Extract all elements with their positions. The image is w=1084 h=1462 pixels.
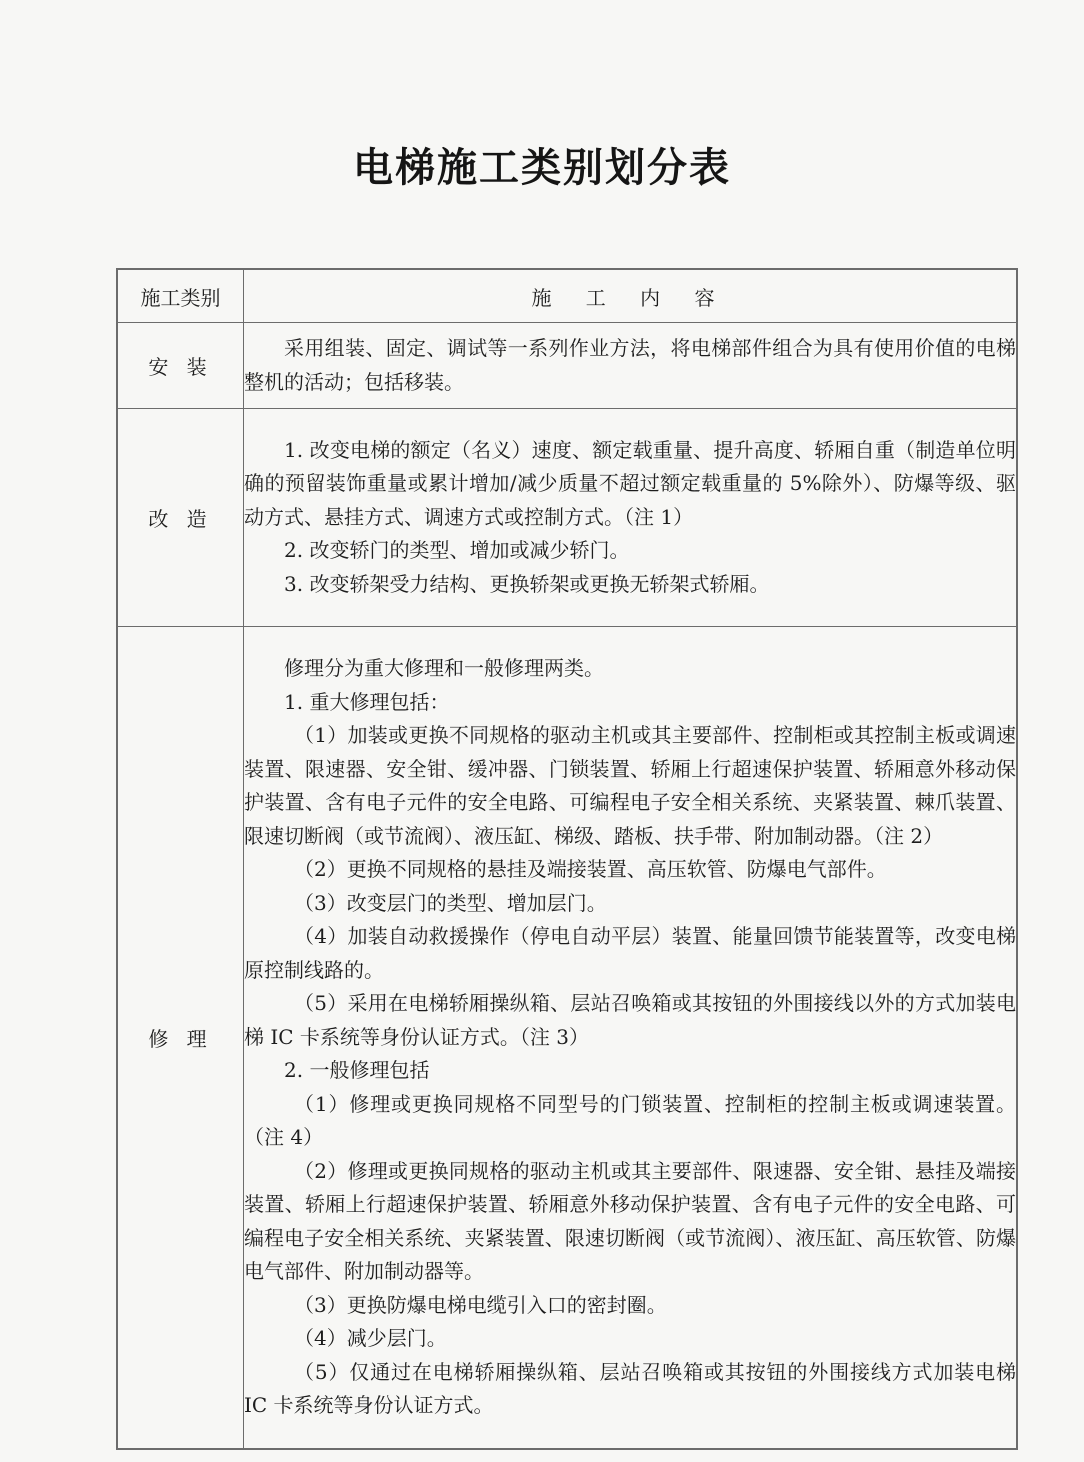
rebuild-line: 2. 改变轿门的类型、增加或减少轿门。 [284,538,630,563]
content-rebuild [244,409,1018,627]
content-install [244,323,1018,409]
category-install: 安 装 [117,323,244,409]
page-title: 电梯施工类别划分表 [353,145,731,191]
content-repair [244,627,1018,1449]
construction-category-table [116,268,1018,1450]
repair-line: （5）采用在电梯轿厢操纵箱、层站召唤箱或其按钮的外围接线以外的方式加装电梯 IC 卡系统等身份认证方式。（注 3） [244,991,1016,1049]
repair-line: 修理分为重大修理和一般修理两类。 [284,656,604,680]
install-line: 采用组装、固定、调试等一系列作业方法，将电梯部件组合为具有使用价值的电梯整机的活动；包括移装。 [244,336,1016,394]
repair-line: 1. 重大修理包括： [284,689,450,714]
table-header-row [117,269,1017,323]
rebuild-line: 3. 改变轿架受力结构、更换轿架或更换无轿架式轿厢。 [284,571,770,596]
rebuild-line: 1. 改变电梯的额定（名义）速度、额定载重量、提升高度、轿厢自重（制造单位明确的预留装饰重量或累计增加/减少质量不超过额定载重量的 5%除外）、防爆等级、驱动方式、悬挂方式、调速方式或控制方式。（注 1） [244,437,1016,529]
repair-line: （4）加装自动救援操作（停电自动平层）装置、能量回馈节能装置等，改变电梯原控制线路的。 [244,924,1016,982]
repair-line: （5）仅通过在电梯轿厢操纵箱、层站召唤箱或其按钮的外围接线方式加装电梯 IC 卡系统等身份认证方式。 [244,1359,1016,1417]
repair-line: （2）更换不同规格的悬挂及端接装置、高压软管、防爆电气部件。 [294,857,887,881]
repair-line: （1）修理或更换同规格不同型号的门锁装置、控制柜的控制主板或调速装置。（注 4） [244,1091,1016,1149]
repair-line: （4）减少层门。 [294,1326,447,1350]
repair-line: （1）加装或更换不同规格的驱动主机或其主要部件、控制柜或其控制主板或调速装置、限速器、安全钳、缓冲器、门锁装置、轿厢上行超速保护装置、轿厢意外移动保护装置、含有电子元件的安全电路、可编程电子安全相关系统、夹紧装置、棘爪装置、限速切断阀（或节流阀）、液压缸、梯级、踏板、扶手带、附加制动器。（注 2） [244,723,1016,848]
category-rebuild: 改 造 [117,409,244,627]
header-category: 施工类别 [117,269,244,323]
repair-line: （2）修理或更换同规格的驱动主机或其主要部件、限速器、安全钳、悬挂及端接装置、轿厢上行超速保护装置、轿厢意外移动保护装置、含有电子元件的安全电路、可编程电子安全相关系统、夹紧装置、限速切断阀（或节流阀）、液压缸、高压软管、防爆电气部件、附加制动器等。 [244,1158,1016,1283]
category-repair: 修 理 [117,627,244,1449]
table-row-install [117,323,1017,409]
repair-line: （3）更换防爆电梯电缆引入口的密封圈。 [294,1292,667,1317]
table-row-repair [117,627,1017,1449]
repair-line: （3）改变层门的类型、增加层门。 [294,890,607,915]
header-content: 施 工 内 容 [244,269,1018,323]
table-row-rebuild [117,409,1017,627]
repair-line: 2. 一般修理包括 [284,1058,430,1082]
